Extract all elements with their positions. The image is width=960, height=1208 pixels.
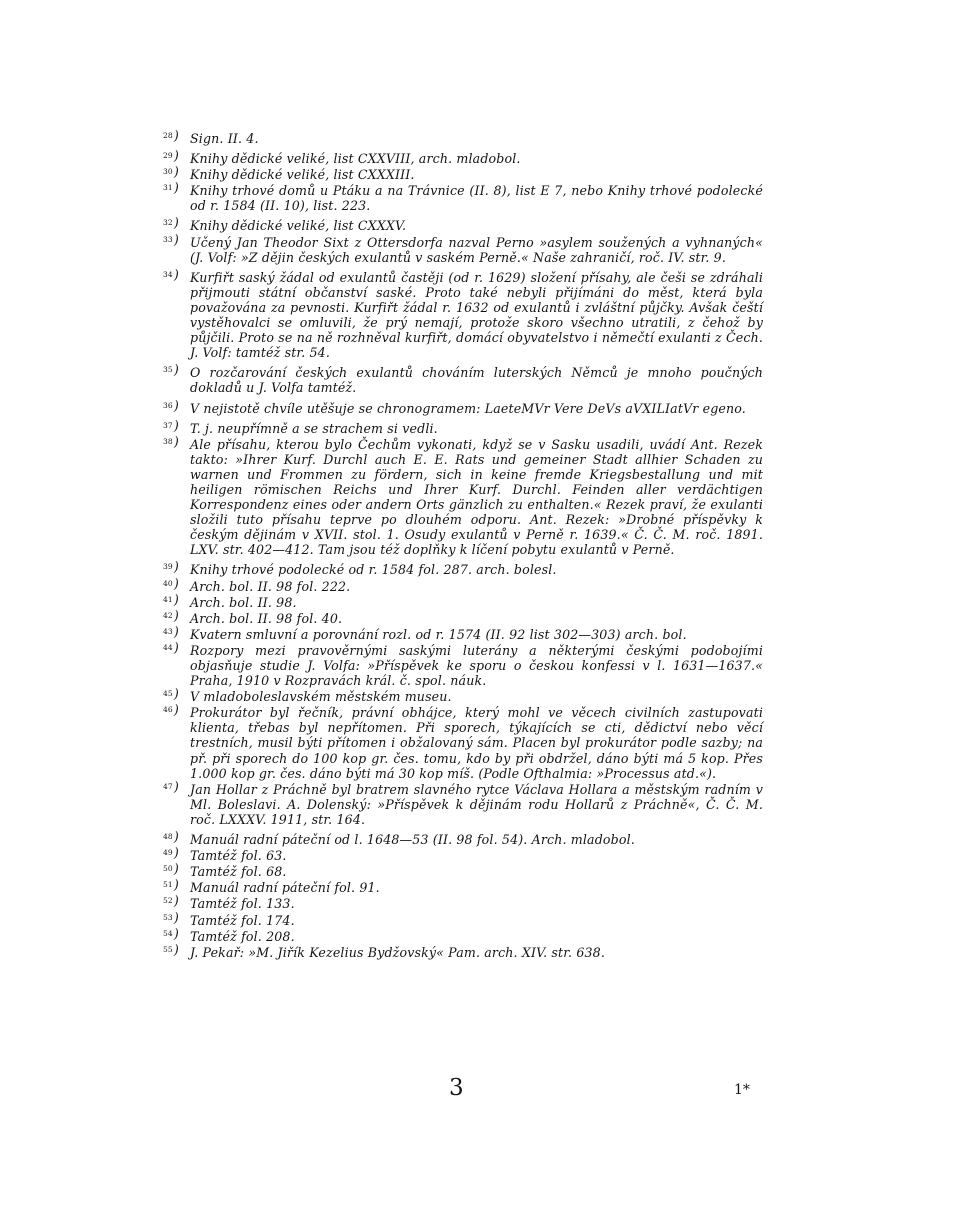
footnote-text: Knihy dědické veliké, list CXXXV. <box>190 218 407 234</box>
footnote <box>163 235 763 265</box>
footnote-number: 43 ) <box>163 625 179 637</box>
footnote-number: 48 ) <box>163 830 179 842</box>
footnote <box>163 782 763 827</box>
footnote-number: 28 ) <box>163 129 179 141</box>
footnote-text: T. j. neupřímně a se strachem si vedli. <box>190 420 438 436</box>
footnote <box>163 689 763 704</box>
footnote <box>163 151 763 166</box>
footnote-number: 37 ) <box>163 419 179 431</box>
footnote <box>163 945 763 960</box>
footnote-number: 51 ) <box>163 878 179 890</box>
footnote <box>163 929 763 944</box>
footnote-text: Sign. II. 4. <box>190 131 259 146</box>
footnote <box>163 627 763 642</box>
footnote-number: 50 ) <box>163 862 179 874</box>
footnote-text: Tamtéž fol. 133. <box>190 896 295 912</box>
footnote <box>163 437 763 558</box>
footnote-number: 45 ) <box>163 687 179 699</box>
footnote-number: 53 ) <box>163 911 179 923</box>
footnote <box>163 131 763 146</box>
footnote-text: Knihy trhové domů u Ptáku a na Trávnice (II. 8), list E 7, nebo Knihy trhové podolecké od r. 1584 (II. 10), list. 223. <box>190 183 763 214</box>
footnote-text: Arch. bol. II. 98 fol. 40. <box>190 610 343 626</box>
footnote-number: 29 ) <box>163 149 179 161</box>
footnote-text: V nejistotě chvíle utěšuje se chronogramem: LaeteMVr Vere DeVs aVXILIatVr egeno. <box>190 400 746 416</box>
footnote-text: Jan Hollar z Práchně byl bratrem slavného rytce Václava Hollara a městským radním v Ml. Boleslavi. A. Dolenský: »Příspěvek k dějinám rodu Hollarů z Práchně«, Č. Č. M. roč. LXXXV. 1911, str. 164. <box>190 781 763 827</box>
footnote <box>163 705 763 780</box>
footnote-text: Knihy dědické veliké, list CXXVIII, arch. mladobol. <box>190 151 521 167</box>
footnote <box>163 880 763 895</box>
footnote-text: Knihy trhové podolecké od r. 1584 fol. 287. arch. bolesl. <box>190 562 557 578</box>
footnote-number: 41 ) <box>163 593 179 605</box>
printer-signature-mark: 1* <box>734 1082 750 1098</box>
footnote <box>163 218 763 233</box>
footnote-text: V mladoboleslavském městském museu. <box>190 689 452 705</box>
footnote <box>163 913 763 928</box>
footnote <box>163 611 763 626</box>
footnote <box>163 595 763 610</box>
footnote <box>163 864 763 879</box>
footnote-number: 40 ) <box>163 577 179 589</box>
footnote-number: 46 ) <box>163 703 179 715</box>
footnote-text: Rozpory mezi pravověrnými saskými luterány a některými českými podobojími objasňuje studie J. Volfa: »Příspěvek ke sporu o českou konfessi v l. 1631—1637.« Praha, 1910 v Rozpravách král. č. spol. náuk. <box>190 642 763 689</box>
footnote-text: Ale přísahu, kterou bylo Čechům vykonati, když se v Sasku usadili, uvádí Ant. Rezek takto: »Ihrer Kurf. Durchl auch E. E. Rats und gemeiner Stadt allhier Schaden zu warnen und Frommen zu fördern, sich in keine fremde Kriegsbestallung und mit heiligen römischen Reichs und Ihrer Kurf. Durchl. Feinden aller verdächtigen Korrespondenz eines oder andern Orts gänzlich zu enthalten.« Rezek praví, že exulanti složili tuto přísahu teprve po dlouhém odporu. Ant. Rezek: »Drobné příspěvky k českým dějinám v XVII. stol. 1. Osudy exulantů v Perně r. 1639.« Č. Č. M. roč. 1891. LXV. str. 402—412. Tam jsou též doplňky k líčení pobytu exulantů v Perně. <box>190 436 763 558</box>
footnote <box>163 643 763 688</box>
footnote-number: 32 ) <box>163 216 179 228</box>
footnote-text: Tamtéž fol. 208. <box>190 928 295 944</box>
page-number: 3 <box>449 1075 464 1101</box>
footnote-number: 35 ) <box>163 363 179 375</box>
footnote-text: O rozčarování českých exulantů chováním luterských Němců je mnoho poučných dokladů u J. Volfa tamtéž. <box>190 365 763 396</box>
footnote-number: 47 ) <box>163 780 179 792</box>
footnote <box>163 579 763 594</box>
footnote-text: Kurfiřt saský žádal od exulantů častěji (od r. 1629) složení přísahy, ale češi se zdráhali přijmouti státní občanství saské. Proto také nebyli přijímáni do měst, která byla považována za pevnosti. Kurfiřt žádal r. 1632 od exulantů i zvláštní půjčky. Avšak čeští vystěhovalci se omluvili, že prý nemají, protože skoro všechno utratili, z čehož by půjčili. Proto se na ně rozhněval kurfiřt, domácí obyvatelstvo i němečtí exulanti z Čech. J. Volf: tamtéž str. 54. <box>190 269 763 361</box>
footnote-number: 49 ) <box>163 846 179 858</box>
footnote-text: Manuál radní páteční od l. 1648—53 (II. 98 fol. 54). Arch. mladobol. <box>190 832 635 848</box>
footnote <box>163 562 763 577</box>
footnote <box>163 421 763 436</box>
footnote-number: 52 ) <box>163 894 179 906</box>
footnote-text: Tamtéž fol. 63. <box>190 848 287 864</box>
footnote-text: Arch. bol. II. 98. <box>190 594 297 610</box>
footnote-number: 54 ) <box>163 927 179 939</box>
footnote-text: Manuál radní páteční fol. 91. <box>190 880 380 896</box>
footnote <box>163 848 763 863</box>
footnote <box>163 365 763 395</box>
footnote-number: 42 ) <box>163 609 179 621</box>
footnote-text: Kvatern smluvní a porovnání rozl. od r. 1574 (II. 92 list 302—303) arch. bol. <box>190 626 687 642</box>
footnote-text: Arch. bol. II. 98 fol. 222. <box>190 578 351 594</box>
footnote-number: 38 ) <box>163 435 179 447</box>
footnote-text: Učený Jan Theodor Sixt z Ottersdorfa nazval Perno »asylem soužených a vyhnaných« (J. Volf: »Z dějin českých exulantů v saském Perně.« Naše zahraničí, roč. IV. str. 9. <box>190 234 763 265</box>
footnote-number: 55 ) <box>163 943 179 955</box>
footnote-text: Tamtéž fol. 68. <box>190 864 287 880</box>
footnote-text: Tamtéž fol. 174. <box>190 912 295 928</box>
footnote <box>163 270 763 361</box>
footnote <box>163 832 763 847</box>
footnote <box>163 896 763 911</box>
footnote <box>163 167 763 182</box>
footnote <box>163 183 763 213</box>
footnote-number: 36 ) <box>163 399 179 411</box>
footnote-number: 33 ) <box>163 233 179 245</box>
footnote <box>163 401 763 416</box>
footnote-number: 44 ) <box>163 641 179 653</box>
footnote-number: 30 ) <box>163 165 179 177</box>
footnote-number: 39 ) <box>163 560 179 572</box>
footnote-text: J. Pekař: »M. Jiřík Kezelius Bydžovský« Pam. arch. XIV. str. 638. <box>190 944 605 960</box>
footnote-number: 31 ) <box>163 181 179 193</box>
footnote-text: Prokurátor byl řečník, právní obhájce, který mohl ve věcech civilních zastupovati klienta, třebas byl nepřítomen. Při sporech, týkajících se cti, dědictví nebo věcí trestních, musil býti přítomen i obžalovaný sám. Placen byl prokurátor podle sazby; na př. při sporech do 100 kop gr. čes. tomu, kdo by při obdržel, dáno býti má 5 kop. Přes 1.000 kop gr. čes. dáno býti má 30 kop míš. (Podle Ofthalmia: »Processus atd.«). <box>190 705 763 781</box>
footnote-number: 34 ) <box>163 268 179 280</box>
footnotes-list <box>163 131 763 961</box>
footnote-text: Knihy dědické veliké, list CXXXIII. <box>190 167 415 183</box>
